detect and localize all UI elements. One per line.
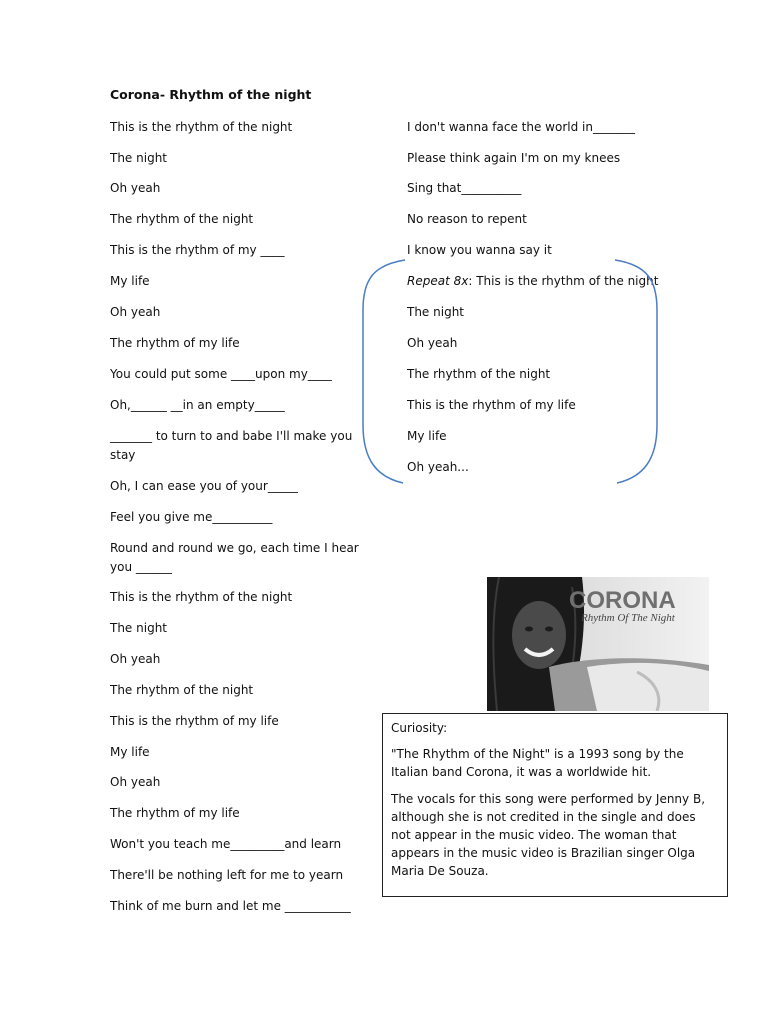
page-title: Corona- Rhythm of the night <box>110 87 312 102</box>
lyric-line: The rhythm of the night <box>110 212 254 226</box>
lyric-line: Sing that__________ <box>407 181 522 195</box>
repeat-bracket-left <box>363 260 405 483</box>
lyric-line: Think of me burn and let me ___________ <box>110 899 351 913</box>
lyric-line: My life <box>110 745 150 759</box>
lyric-line: The night <box>110 151 167 165</box>
repeat-lyric-line: Oh yeah <box>407 336 458 350</box>
lyric-line: This is the rhythm of my life <box>110 714 279 728</box>
lyric-line: The rhythm of my life <box>110 336 240 350</box>
lyric-line: No reason to repent <box>407 212 527 226</box>
repeat-bracket-right <box>615 260 657 483</box>
lyric-line: Oh yeah <box>110 652 161 666</box>
lyric-line: There'll be nothing left for me to yearn <box>110 868 344 882</box>
repeat-lyric-line: Oh yeah... <box>407 460 469 474</box>
repeat-lyric-line: My life <box>407 429 447 443</box>
lyric-line: Feel you give me__________ <box>110 510 273 524</box>
curiosity-paragraph: "The Rhythm of the Night" is a 1993 song by the Italian band Corona, it was a worldwide hit. <box>391 747 684 779</box>
lyric-line: I know you wanna say it <box>407 243 552 257</box>
lyric-line: Oh,______ __in an empty_____ <box>110 398 285 412</box>
lyric-line: Oh yeah <box>110 775 161 789</box>
lyric-line: This is the rhythm of the night <box>110 590 293 604</box>
lyric-line: The rhythm of the night <box>110 683 254 697</box>
lyric-line: My life <box>110 274 150 288</box>
lyric-line: Won't you teach me_________and learn <box>110 837 342 851</box>
lyric-line: The rhythm of my life <box>110 806 240 820</box>
album-subtitle-text: Rhythm Of The Night <box>581 612 675 624</box>
repeat-lyric-line: The night <box>407 305 464 319</box>
lyric-line: Oh yeah <box>110 181 161 195</box>
repeat-count-label: Repeat 8x <box>407 274 469 288</box>
lyric-line: This is the rhythm of my ____ <box>110 243 285 257</box>
repeat-bracket <box>355 255 670 490</box>
curiosity-paragraph: The vocals for this song were performed by Jenny B, although she is not credited in the single and does not appear in the music video. The woman that appears in the music video is Brazilian singer Olga Maria De Souza. <box>391 792 706 878</box>
lyric-line: Round and round we go, each time I hear you ______ <box>110 541 359 574</box>
album-brand-text: CORONA <box>569 587 676 614</box>
lyric-line: I don't wanna face the world in_______ <box>407 120 635 134</box>
lyric-line: This is the rhythm of the night <box>110 120 293 134</box>
album-cover-image <box>487 577 709 711</box>
curiosity-box <box>382 713 728 897</box>
lyric-line: _______ to turn to and babe I'll make you stay <box>110 429 353 462</box>
lyric-line: The night <box>110 621 167 635</box>
repeat-lyric-line: The rhythm of the night <box>407 367 551 381</box>
lyric-line: Please think again I'm on my knees <box>407 151 621 165</box>
lyric-line: Oh, I can ease you of your_____ <box>110 479 298 493</box>
repeat-first-line: : This is the rhythm of the night <box>468 274 659 288</box>
curiosity-title: Curiosity: <box>391 721 448 735</box>
lyric-line: You could put some ____upon my____ <box>110 367 332 381</box>
lyric-line: Oh yeah <box>110 305 161 319</box>
repeat-lyric-line: This is the rhythm of my life <box>407 398 576 412</box>
